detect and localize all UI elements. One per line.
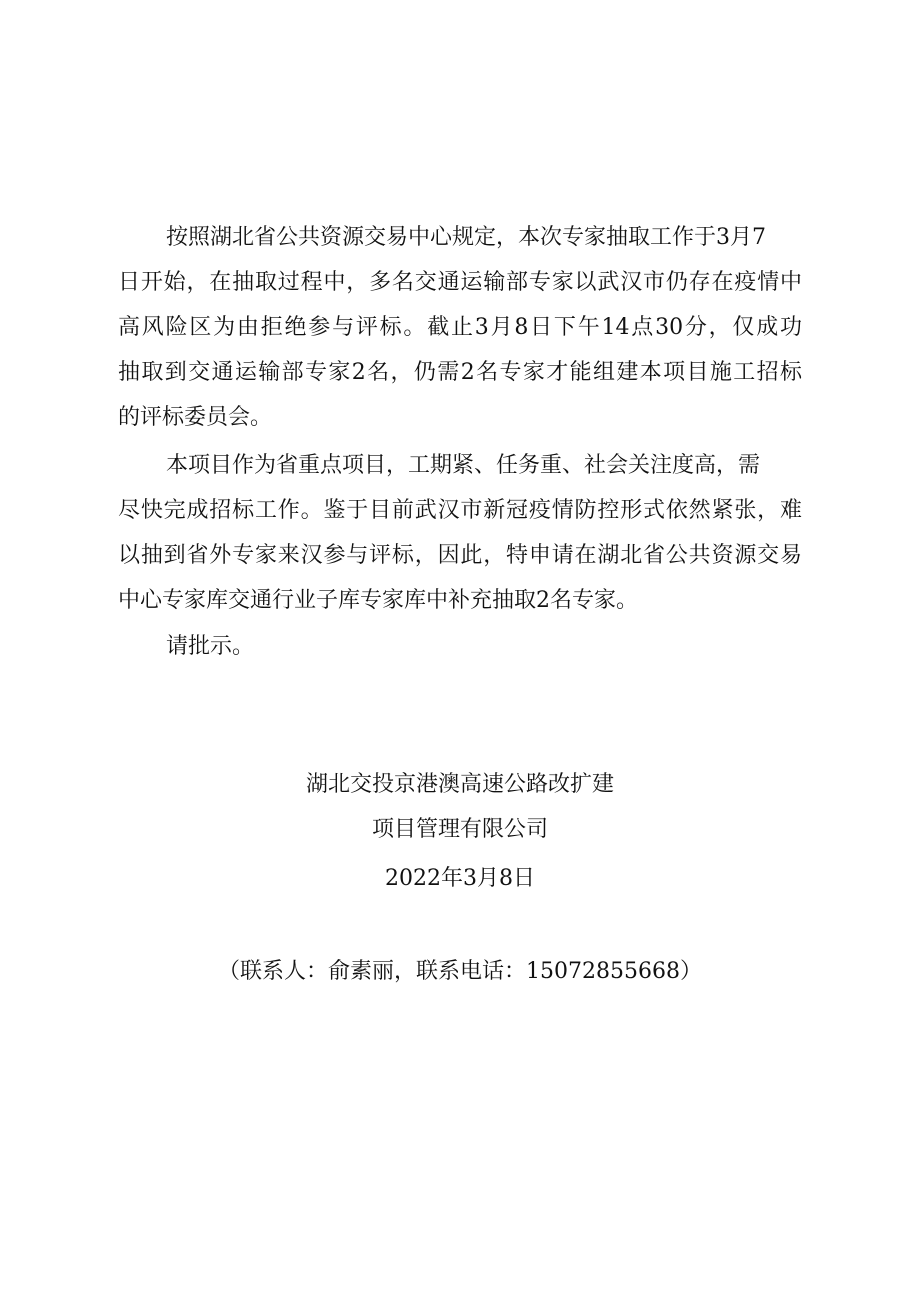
paragraph-2-line-4: 中心专家库交通行业子库专家库中补充抽取2名专家。 <box>118 588 638 613</box>
signature-date: 2022年3月8日 <box>385 866 535 891</box>
contact-info: （联系人：俞素丽，联系电话：15072855668） <box>218 959 702 984</box>
approval-request-line: 请批示。 <box>166 634 255 659</box>
signature-org-line-2: 项目管理有限公司 <box>371 817 548 842</box>
paragraph-2-line-3: 以抽到省外专家来汉参与评标，因此，特申请在湖北省公共资源交易 <box>118 543 802 568</box>
signature-org-line-1: 湖北交投京港澳高速公路改扩建 <box>305 772 614 797</box>
paragraph-2-line-2: 尽快完成招标工作。鉴于目前武汉市新冠疫情防控形式依然紧张，难 <box>118 498 802 523</box>
paragraph-1-line-1: 按照湖北省公共资源交易中心规定，本次专家抽取工作于3月7 <box>166 225 766 250</box>
paragraph-1-line-5: 的评标委员会。 <box>118 405 273 430</box>
paragraph-1-line-3: 高风险区为由拒绝参与评标。截止3月8日下午14点30分，仅成功 <box>118 315 802 340</box>
paragraph-2-line-1: 本项目作为省重点项目，工期紧、任务重、社会关注度高，需 <box>166 453 761 478</box>
paragraph-1-line-4: 抽取到交通运输部专家2名，仍需2名专家才能组建本项目施工招标 <box>118 360 802 385</box>
paragraph-1-line-2: 日开始，在抽取过程中，多名交通运输部专家以武汉市仍存在疫情中 <box>118 270 802 295</box>
